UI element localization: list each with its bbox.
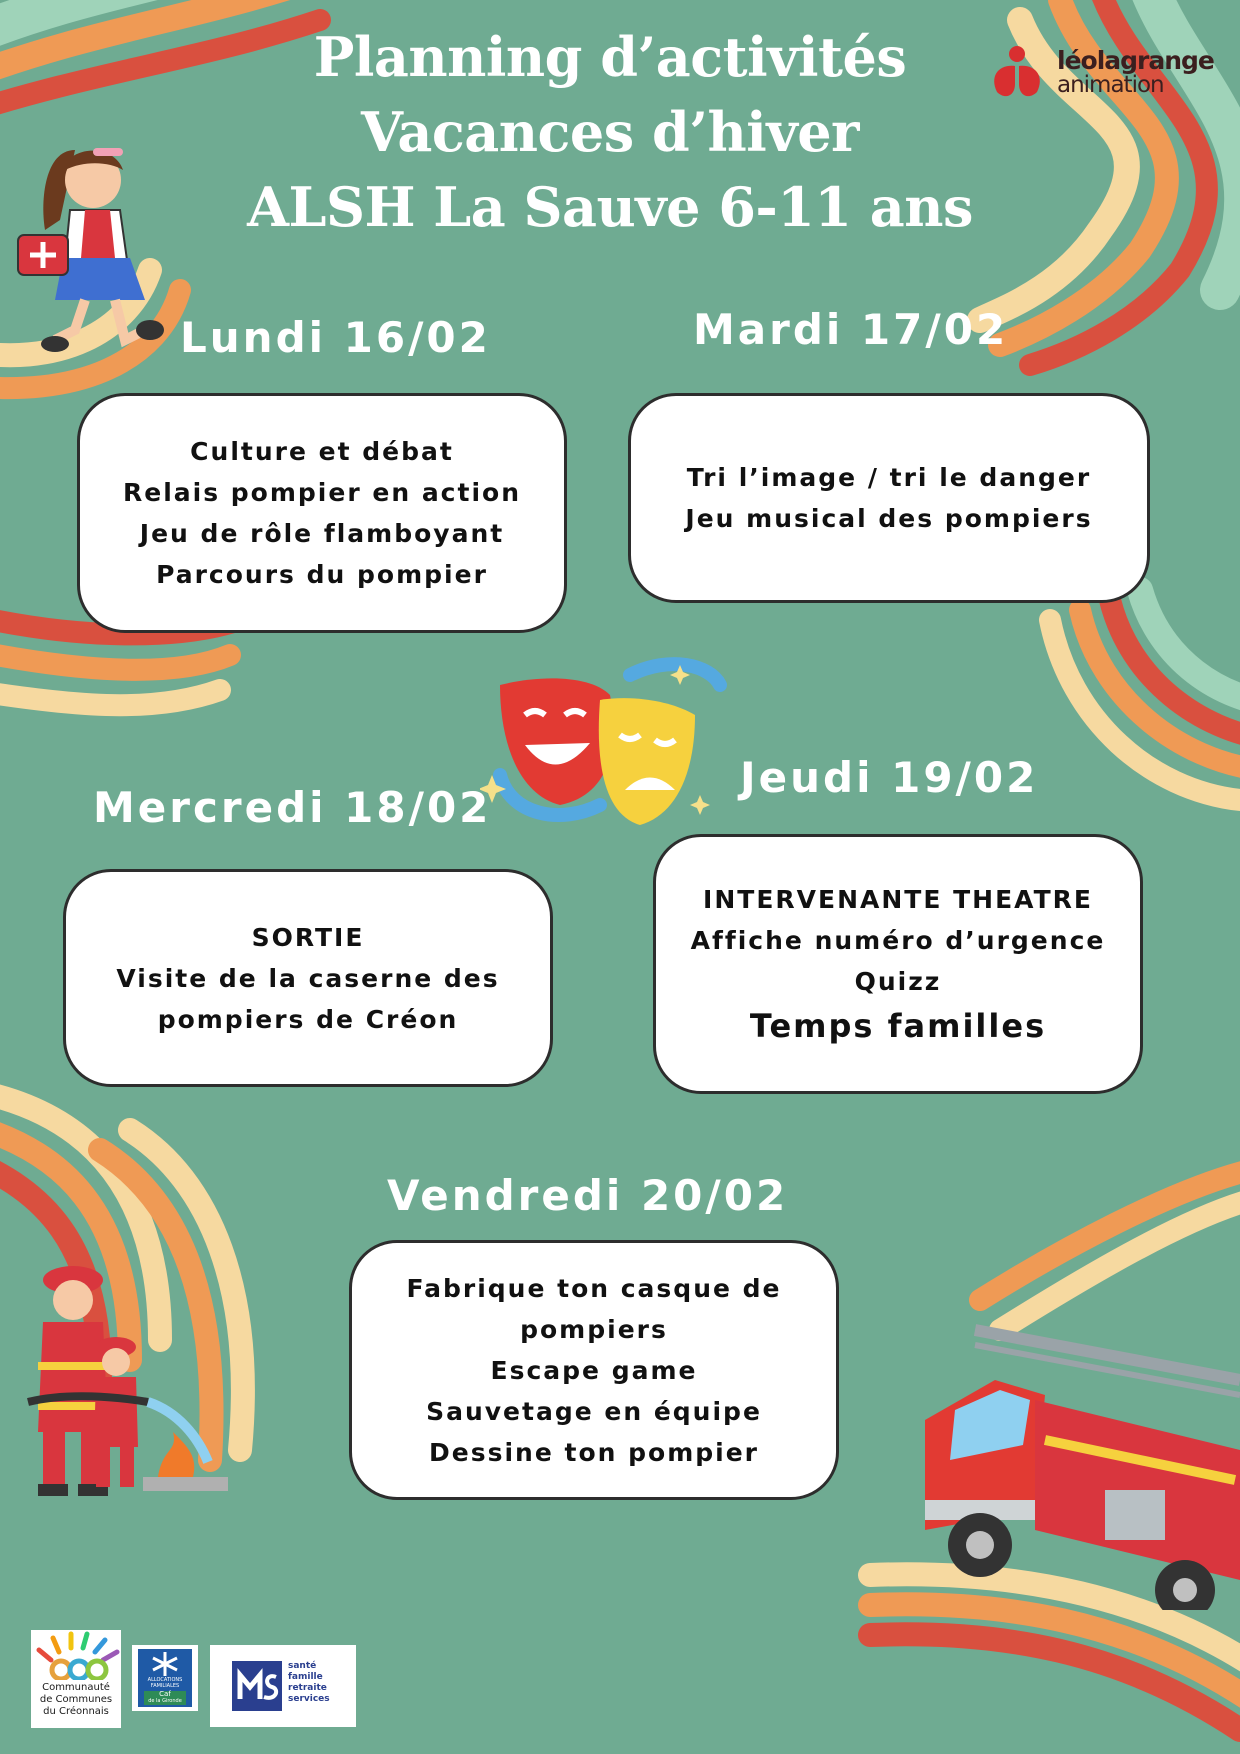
caf-logo-text: de la Gironde [148, 1698, 182, 1704]
fire-truck-icon [905, 1300, 1240, 1610]
msa-tagline-text: famille [288, 1672, 323, 1682]
day-heading-monday: Lundi 16/02 [180, 313, 491, 362]
ccc-logo-text: Communauté [42, 1682, 110, 1693]
day-heading-wednesday: Mercredi 18/02 [93, 783, 492, 832]
activity-box-tuesday [628, 393, 1150, 603]
activity-item: pompiers [520, 1314, 668, 1344]
poster-title-line-3: ALSH La Sauve 6-11 ans [247, 175, 973, 239]
activity-item: Jeu musical des pompiers [685, 504, 1093, 533]
leo-lagrange-logo [985, 44, 1214, 104]
ccc-logo [31, 1630, 121, 1728]
ccc-sunburst-icon [31, 1630, 121, 1680]
poster-title-line-1: Planning d’activités [313, 25, 907, 89]
activity-box-friday [349, 1240, 839, 1500]
msa-monogram-icon [232, 1661, 282, 1711]
activity-item: Culture et débat [190, 437, 454, 466]
poster-title-line-2: Vacances d’hiver [360, 100, 859, 164]
activity-box-monday [77, 393, 567, 633]
msa-tagline-text: retraite [288, 1683, 327, 1693]
activity-item: Affiche numéro d’urgence [690, 925, 1106, 955]
msa-tagline-text: santé [288, 1661, 317, 1671]
ccc-logo-text: du Créonnais [43, 1706, 109, 1717]
caf-logo [132, 1645, 198, 1711]
leo-lagrange-name: léolagrange [1057, 46, 1214, 75]
activity-item: Visite de la caserne des [116, 963, 500, 993]
msa-logo [210, 1645, 356, 1727]
firefighters-icon [8, 1262, 228, 1502]
activity-item: Fabrique ton casque de [406, 1273, 782, 1303]
caf-logo-text: Caf [159, 1690, 171, 1698]
activity-box-thursday [653, 834, 1143, 1094]
activity-item: Jeu de rôle flamboyant [139, 519, 505, 548]
day-heading-tuesday: Mardi 17/02 [693, 305, 1009, 354]
activity-item: Dessine ton pompier [429, 1437, 759, 1467]
theatre-masks-icon [480, 655, 730, 845]
running-girl-nurse-icon [15, 140, 175, 365]
caf-logo-text: ALLOCATIONS [147, 1677, 183, 1683]
activity-box-wednesday [63, 869, 553, 1087]
caf-logo-text: FAMILIALES [150, 1683, 180, 1689]
day-heading-thursday: Jeudi 19/02 [740, 753, 1039, 802]
caf-snowflake-icon [150, 1651, 180, 1677]
activity-item: Parcours du pompier [156, 560, 488, 589]
activity-item: Escape game [490, 1355, 698, 1385]
leo-lagrange-subtitle: animation [1057, 72, 1164, 98]
msa-tagline-text: services [288, 1694, 330, 1704]
activity-item: SORTIE [251, 922, 365, 952]
activity-item: Tri l’image / tri le danger [686, 463, 1092, 492]
activity-item: Sauvetage en équipe [426, 1396, 762, 1426]
activity-item: Relais pompier en action [122, 478, 521, 507]
day-heading-friday: Vendredi 20/02 [387, 1171, 789, 1220]
activity-item: Quizz [854, 966, 942, 996]
activity-item: INTERVENANTE THEATRE [703, 884, 1093, 914]
activity-item: pompiers de Créon [157, 1004, 459, 1034]
leo-lagrange-flower-icon [985, 44, 1049, 104]
activity-item-highlight: Temps familles [749, 1006, 1047, 1045]
ccc-logo-text: de Communes [39, 1694, 113, 1705]
